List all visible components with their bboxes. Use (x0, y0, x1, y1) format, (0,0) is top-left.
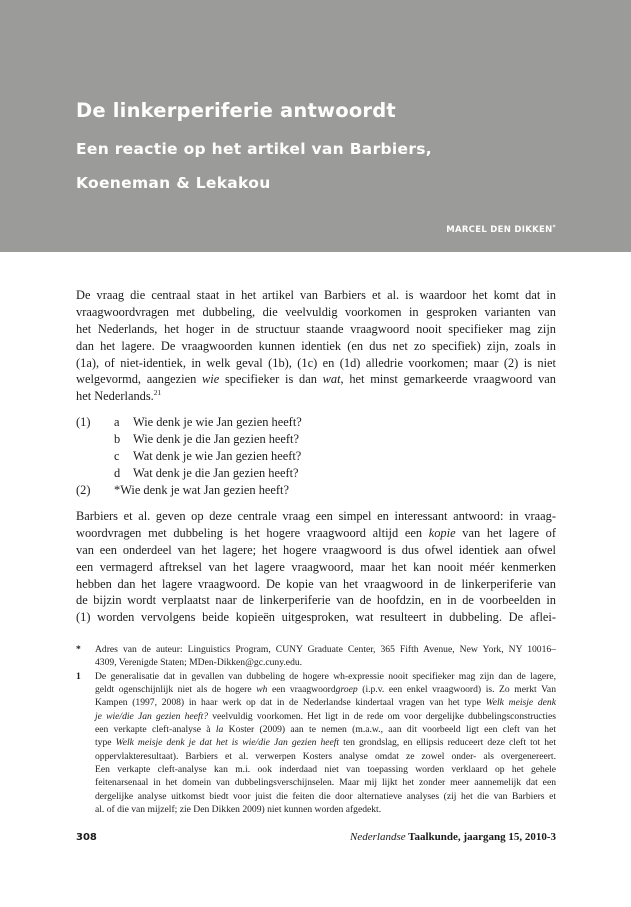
paragraph-1 (76, 287, 556, 405)
footnote-line: feitenarsenaal in het domein van dubbelingsverschijnselen. Maar mij lijkt het zonder meer aannemelijk dat een (95, 777, 556, 789)
example-number: (1) (76, 415, 91, 429)
italic-term: wh (256, 684, 268, 696)
italic-term: je wie/die Jan gezien heeft? (95, 710, 209, 722)
author-name-text: MARCEL DEN DIKKEN (446, 225, 553, 235)
footnote-line: oppervlakteresultaat). Barbiers et al. verwerpen Kosters analyse omdat ze zowel onder- als overgenereert. (95, 750, 556, 762)
paragraph-line: (1) worden vervolgens beide kopieën uitgesproken, wat resulteert in dubbeling. De aflei- (76, 610, 556, 625)
example-letter: d (114, 465, 121, 480)
example-sentence: Wat denk je wie Jan gezien heeft? (133, 448, 302, 463)
text-run: een vraagwoord (267, 684, 336, 696)
text-run: het Nederlands. (76, 389, 154, 404)
italic-term: la (215, 724, 224, 736)
paragraph-line (76, 371, 556, 388)
paragraph-line: hebben dan het lagere vraagwoord. De kopie van het vraagwoord in de linkerperiferie van (76, 576, 556, 591)
text-run: woordvragen met dubbeling is het hogere vraagwoord altijd een (76, 525, 429, 540)
journal-citation (350, 831, 556, 843)
italic-term: Welk meisje denk je dat het is wie/die Jan gezien heeft (115, 737, 340, 749)
example-letter: c (114, 448, 120, 463)
footnote-line (95, 723, 556, 736)
article-title: De linkerperiferie antwoordt (76, 99, 396, 122)
example-row (76, 448, 556, 465)
paragraph-line: De vraag die centraal staat in het artikel van Barbiers et al. is waardoor het komt dat in (76, 288, 556, 302)
footnote-line: Een verkapte cleft-analyse kan m.i. ook inderdaad niet van toepassing worden verklaard op het gehele (95, 764, 556, 776)
article-subtitle-line-2: Koeneman & Lekakou (76, 174, 271, 192)
text-run: specifieker is dan (219, 372, 323, 387)
footnote-line: 4309, Verenigde Staten; MDen-Dikken@gc.cuny.edu. (95, 657, 303, 669)
article-subtitle-line-1: Een reactie op het artikel van Barbiers, (76, 140, 432, 158)
footnote-reference[interactable]: 21 (153, 388, 162, 398)
example-row (76, 414, 556, 431)
text-run: geldt ogenschijnlijk niet als de hogere (95, 684, 257, 696)
italic-term: wie (202, 372, 220, 387)
footnote-author-address (76, 643, 556, 670)
text-run: van het lagere of (455, 525, 556, 540)
paragraph-line: de bijzin wordt verplaatst naar de linkerperiferie van de hoofdzin, en in de voorbeelden in (76, 593, 556, 608)
example-row (76, 482, 556, 499)
example-sentence: *Wie denk je wat Jan gezien heeft? (114, 482, 289, 497)
paragraph-line: (1a), of niet-identiek, in welk geval (1b), (1c) en (1d) alledrie voorkomen; maar (2) is niet (76, 355, 556, 370)
footnote-mark: * (76, 644, 81, 655)
paragraph-line: van een onderdeel van het lagere; het hogere vraagwoord is dus ofwel identiek aan ofwel (76, 542, 556, 557)
footnote-line (95, 710, 556, 723)
example-row (76, 465, 556, 482)
page-number: 308 (76, 832, 97, 843)
footnote-line: Adres van de auteur: Linguistics Program, CUNY Graduate Center, 365 Fifth Avenue, New York, NY 10016– (95, 644, 556, 655)
footnote-mark: 1 (76, 670, 81, 682)
footnote-1 (76, 670, 556, 817)
journal-name-italic: Nederlandse (350, 831, 406, 843)
author-name (446, 224, 556, 235)
paragraph-line (76, 388, 556, 405)
paragraph-2 (76, 508, 556, 626)
journal-issue: Taalkunde, jaargang 15, 2010-3 (405, 831, 556, 843)
paragraph-line: een vermagerd aftreksel van het lagere vraagwoord, maar het kan nooit méér kenmerken (76, 559, 556, 574)
author-footnote-mark: * (552, 224, 556, 231)
footnote-line (95, 683, 556, 696)
linguistic-examples (76, 414, 556, 498)
italic-term: Welk meisje denk (485, 697, 556, 709)
text-run: Koster (2009) aan te nemen (m.a.w., aan dit voorbeeld ligt een cleft van het (223, 724, 556, 736)
title-header-band (0, 0, 631, 252)
text-run: ten grondslag, en ellipsis reduceert deze cleft tot het (339, 737, 556, 749)
paragraph-line: dan het lagere. De vraagwoorden kunnen identiek (en dus net zo specifiek) zijn, zoals in (76, 338, 556, 353)
text-run: type (95, 737, 116, 749)
footnote-line: al. of die van mijzelf; zie Den Dikken 2009) niet kunnen worden afgedekt. (95, 804, 382, 816)
example-letter: a (114, 415, 120, 429)
example-number: (2) (76, 482, 91, 497)
paragraph-line: Barbiers et al. geven op deze centrale vraag een simpel en interessant antwoord: in vraag- (76, 509, 556, 523)
text-run: het minst gemarkeerde vraagwoord van (343, 372, 556, 387)
footnotes (76, 643, 556, 816)
footnote-line (95, 696, 556, 709)
example-sentence: Wie denk je die Jan gezien heeft? (133, 431, 300, 446)
text-run: welgevormd, aangezien (76, 372, 203, 387)
italic-term: groep (335, 684, 358, 696)
example-letter: b (114, 431, 121, 446)
footnote-line: De generalisatie dat in gevallen van dubbeling de hogere wh-expressie nooit specifieker mag zijn dan de lagere, (95, 670, 556, 682)
text-run: een verkapte cleft-analyse à (95, 724, 216, 736)
example-sentence: Wat denk je die Jan gezien heeft? (133, 465, 299, 480)
text-run: (i.p.v. een enkel vraagwoord) is. Zo merkt Van (357, 684, 556, 696)
text-run: veelvuldig voorkomen. Het ligt in de rede om voor dergelijke dubbelingsconstructies (208, 710, 556, 722)
footnote-line: dergelijke analyse uitkomst biedt voor juist die feiten die door alternatieve analyses (zij het die van Barbiers et (95, 790, 556, 802)
paragraph-line: vraagwoordvragen met dubbeling, die veelvuldig voorkomen in gesproken varianten van (76, 304, 556, 319)
italic-term: wat, (322, 372, 344, 387)
example-row (76, 431, 556, 448)
footnote-line (95, 736, 556, 749)
paragraph-line (76, 525, 556, 542)
text-run: Kampen (1997, 2008) in haar werk op dat in de Nederlandse kindertaal vragen van het type (95, 697, 486, 709)
example-sentence: Wie denk je wie Jan gezien heeft? (133, 415, 302, 429)
italic-term: kopie (428, 525, 456, 540)
paragraph-line: het Nederlands, het hoger in de structuur staande vraagwoord nooit specifieker mag zijn (76, 321, 556, 336)
